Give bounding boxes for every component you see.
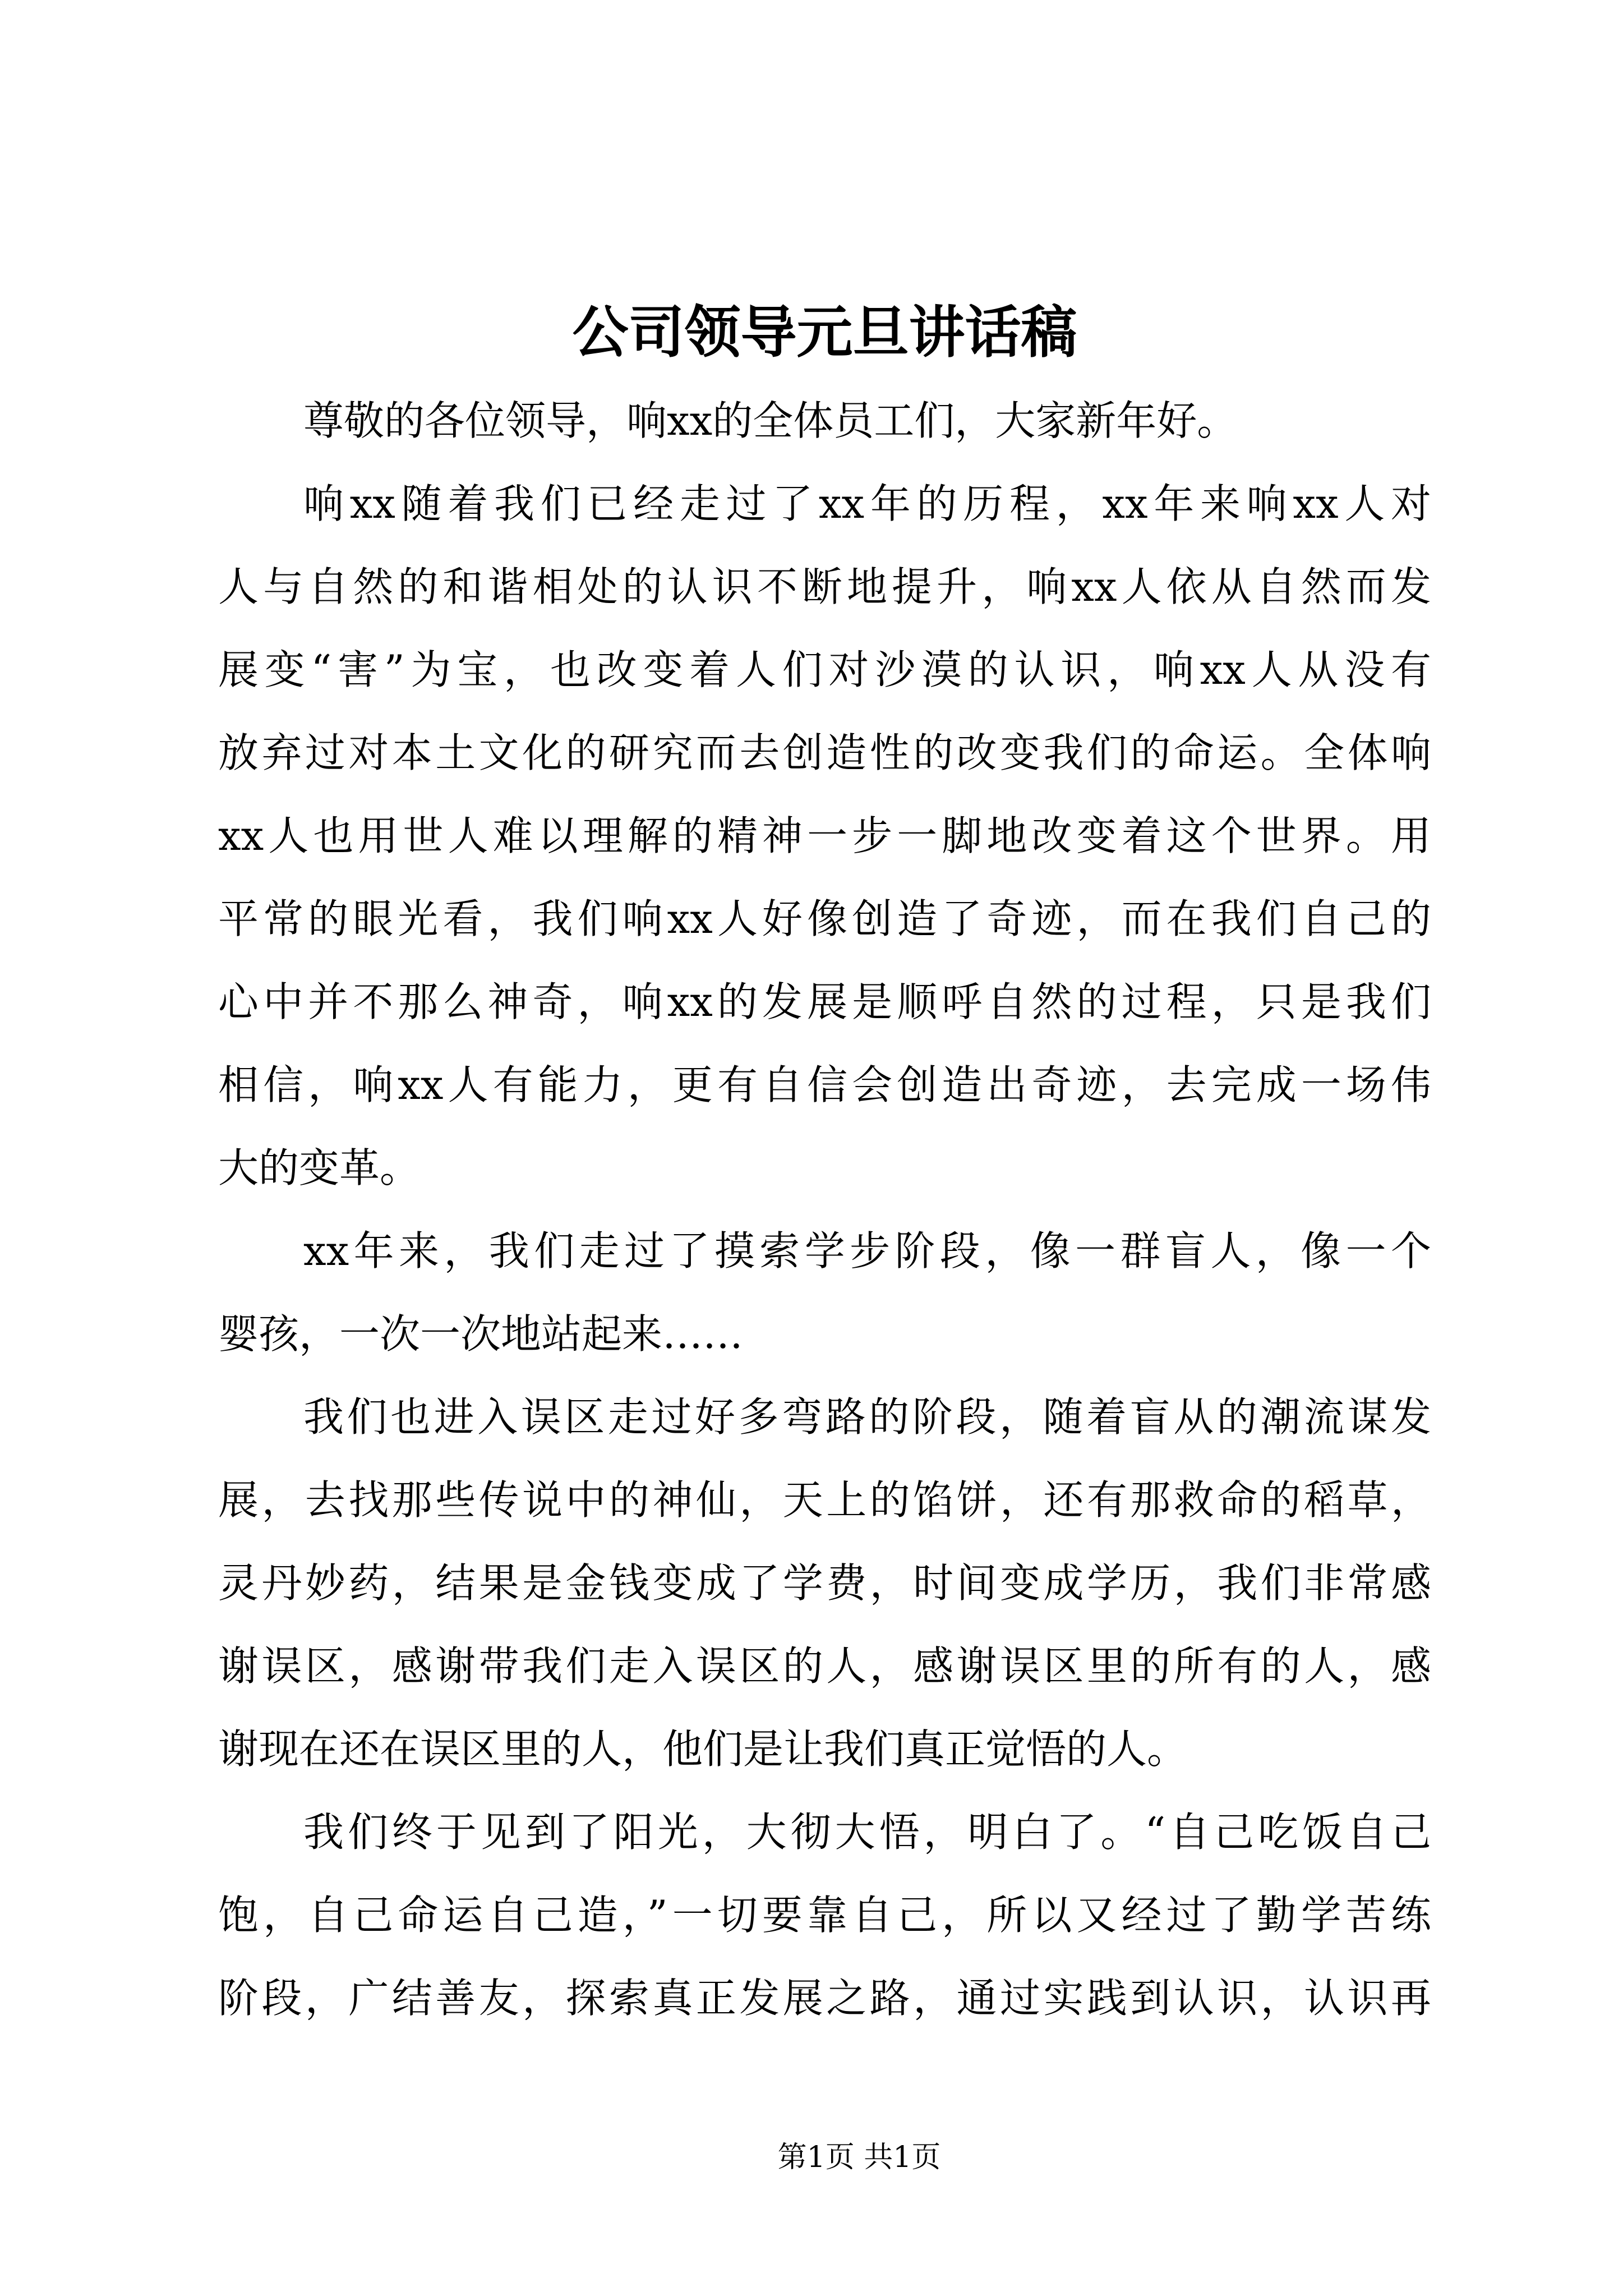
text-line: 响xx随着我们已经走过了xx年的历程，xx年来响xx人对 [303, 480, 1431, 527]
text-line: 相信，响xx人有能力，更有自信会创造出奇迹，去完成一场伟 [218, 1061, 1431, 1108]
text-line: 平常的眼光看，我们响xx人好像创造了奇迹，而在我们自己的 [218, 895, 1431, 942]
paragraph [218, 379, 1431, 462]
text-line: 饱，自己命运自己造，”一切要靠自己，所以又经过了勤学苦练 [218, 1892, 1431, 1939]
text-line: xx人也用世人难以理解的精神一步一脚地改变着这个世界。用 [218, 812, 1431, 859]
text-line: 大的变革。 [218, 1144, 421, 1191]
text-line: 谢现在还在误区里的人，他们是让我们真正觉悟的人。 [218, 1726, 1188, 1773]
text-line: 灵丹妙药，结果是金钱变成了学费，时间变成学历，我们非常感 [218, 1559, 1431, 1607]
paragraph [218, 1209, 1431, 1375]
text-line: 我们也进入误区走过好多弯路的阶段，随着盲从的潮流谋发 [303, 1393, 1431, 1441]
text-line: 放弃过对本土文化的研究而去创造性的改变我们的命运。全体响 [218, 729, 1431, 776]
page-footer: 第1页 共1页 [777, 2141, 941, 2174]
text-line: xx年来，我们走过了摸索学步阶段，像一群盲人，像一个 [303, 1227, 1431, 1274]
paragraph [218, 1375, 1431, 1791]
text-line: 阶段，广结善友，探索真正发展之路，通过实践到认识，认识再 [218, 1975, 1431, 2022]
text-line: 婴孩，一次一次地站起来…… [218, 1310, 744, 1358]
text-line: 人与自然的和谐相处的认识不断地提升，响xx人依从自然而发 [218, 563, 1431, 610]
document-title: 公司领导元旦讲话稿 [572, 299, 1077, 365]
text-line: 展变“害”为宝，也改变着人们对沙漠的认识，响xx人从没有 [218, 646, 1431, 693]
document-body [218, 379, 1431, 2040]
paragraph [218, 462, 1431, 1209]
text-line: 心中并不那么神奇，响xx的发展是顺呼自然的过程，只是我们 [218, 978, 1431, 1025]
text-line: 谢误区，感谢带我们走入误区的人，感谢误区里的所有的人，感 [218, 1642, 1431, 1690]
paragraph [218, 1791, 1431, 2040]
text-line: 展，去找那些传说中的神仙，天上的馅饼，还有那救命的稻草， [218, 1476, 1431, 1524]
text-line: 尊敬的各位领导，响xx的全体员工们，大家新年好。 [303, 397, 1238, 444]
text-line: 我们终于见到了阳光，大彻大悟，明白了。“自己吃饭自己 [303, 1809, 1431, 1856]
